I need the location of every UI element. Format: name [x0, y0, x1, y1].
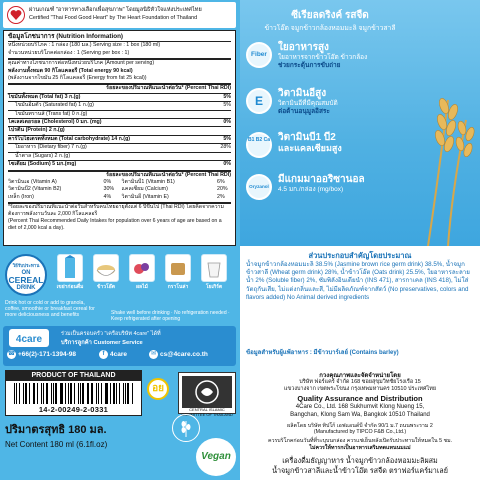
- barcode-stripe: [53, 383, 54, 404]
- service-invite: ร่วมเป็นครอบครัว "เครือบริษัท 4care" ได้ที่: [61, 331, 161, 337]
- heart-foundation-icon: [7, 5, 25, 25]
- nutrient-label: ไขมันทรานส์ (Trans fat) 0 ก.(g): [15, 110, 88, 117]
- cereal-drink-badge: [5, 254, 47, 296]
- vitamin-percent: 20%: [217, 186, 228, 193]
- granola-icon: [165, 254, 191, 282]
- halal-mark-icon: [182, 376, 232, 408]
- barcode-stripe: [60, 383, 61, 404]
- vegan-badge: [196, 438, 236, 476]
- barcode-stripe: [110, 383, 111, 404]
- email-contact[interactable]: [149, 350, 208, 359]
- feature-heading: ใยอาหารสูง: [278, 42, 329, 53]
- step-label: ข้าวโอ๊ต: [97, 284, 115, 290]
- qa-heading-thai: กวงคุณภาพและจัดจำหน่ายโดย: [319, 373, 401, 379]
- barcode-stripe: [29, 383, 30, 404]
- fiber-badge-icon: Fiber: [246, 42, 272, 68]
- nutrient-label: ไขมันทั้งหมด (Total fat) 3 ก.(g): [8, 93, 81, 100]
- feature-detail: วิตามินอีที่มีคุณสมบัติ: [278, 100, 338, 107]
- barcode-stripe: [51, 383, 52, 404]
- feature-detail: ต่อต้านอนุมูลอิสระ: [278, 108, 330, 115]
- servings-per-box: จำนวนหน่วยบริโภคต่อกล่อง : 1 (Serving per box : 1): [8, 49, 130, 56]
- barcode-icon: [14, 383, 134, 404]
- feature-gamma-oryzanol: [246, 170, 396, 212]
- barcode-stripe: [127, 383, 128, 404]
- right-panel: [240, 0, 480, 480]
- cereal-badge-on: ON: [21, 269, 31, 276]
- vitamin-label: วิตามินบี2 (Vitamin B2): [8, 186, 62, 193]
- company-address-english: 4Care Co., Ltd. 168 Sukhumvit Klong Nueng 15,: [295, 404, 425, 410]
- serving-size: หนึ่งหน่วยบริโภค : 1 กล่อง (180 มล.) Serving size : 1 box (180 ml): [8, 42, 161, 49]
- wheat-illustration-icon: [408, 60, 480, 246]
- vitamin-label: วิตามินอี (Vitamin E): [121, 193, 169, 200]
- facebook-icon: f: [99, 350, 108, 359]
- barcode-stripe: [68, 383, 69, 404]
- nutrient-row: [8, 118, 231, 126]
- barcode-stripe: [96, 383, 97, 404]
- nutrient-row: [8, 160, 231, 168]
- net-content-thai: ปริมาตรสุทธิ 180 มล.: [5, 424, 107, 436]
- ingredients-text: น้ำจมูกข้าวกล้องหอมมะลิ 38.5% (Jasmine brown rice germ drink) 38.5%, น้ำจมูกข้าวสาลี (Wheat germ drink) 28%, น้ำข้าวโอ๊ต (Oats drink) 25.5%, ใยอาหารละลายน้ำ 2% (Soluble fiber) 2%, ซัมพิลังอินเดียนำ (INS 471), สารกาเคล (INS 418), ไม่ใส่วัตถุกันเสีย, ไม่แต่งกลิ่นและสี, ไม่มีผลิตภัณฑ์จากสัตว์ (No preservatives, colors and flavors added) No Animal derived ingredients: [246, 261, 470, 301]
- product-origin: PRODUCT OF THAILAND: [6, 371, 141, 381]
- facebook-page: 4care: [110, 351, 127, 358]
- manufacturer-thai: ผลิตโดย บริษัท ทิปโก้ เอฟแอนด์บี จำกัด 90/1 ม.7 ถนนพระราม 2: [287, 423, 433, 429]
- step-label: โยเกิร์ต: [205, 284, 223, 290]
- storage-note: Shake well before drinking · No refrigeration needed · Keep refrigerated after opening: [111, 310, 230, 322]
- barcode-stripe: [113, 383, 115, 404]
- phone-number: +66(2)-171-1394-98: [18, 351, 76, 358]
- rdi-footnote-thai: *ร้อยละของปริมาณที่แนะนำต่อวันสำหรับคนไทยอายุตั้งแต่ 6 ปีขึ้นไป (Thai RDI) โดยคิดจากความต้องการพลังงานวันละ 2,000 กิโลแคลอรี: [8, 202, 231, 218]
- nutrient-label: น้ำตาล (Sugars) 2 ก.(g): [15, 152, 71, 159]
- fda-mark-icon: อย: [147, 378, 169, 400]
- ingredients-heading: ส่วนประกอบสำคัญโดยประมาณ: [308, 251, 412, 260]
- barcode-stripe: [105, 383, 106, 404]
- feature-detail: และแคลเซียมสูง: [278, 143, 342, 153]
- phone-contact[interactable]: [7, 350, 76, 359]
- nutrient-row: [8, 93, 231, 101]
- nutrient-row: [8, 143, 231, 151]
- barcode-stripe: [98, 383, 99, 404]
- feature-detail: ช่วยกระตุ้นการขับถ่าย: [278, 62, 341, 69]
- vitamin-percent: 0%: [103, 178, 112, 185]
- barcode-stripe: [23, 383, 24, 404]
- barcode-stripe: [74, 383, 75, 404]
- nutrient-row: [8, 135, 231, 143]
- storage-advice: ควรบริโภคก่อนวันที่ที่ระบุบนกล่อง ควรแช่เย็นหลังเปิดรับประทานให้หมดใน 5 ชม.: [267, 438, 453, 444]
- nutrient-label: โซเดียม (Sodium) 5 มก.(mg): [8, 161, 77, 168]
- 4care-logo-icon: [9, 329, 49, 347]
- nutrient-percent: 5%: [223, 93, 231, 100]
- barcode-stripe: [123, 383, 124, 404]
- feature-fiber: [246, 38, 396, 80]
- vitamin-e-badge-icon: E: [246, 88, 272, 114]
- halal-committee: CENTRAL ISLAMIC COMMITTEE OF THAILAND: [181, 407, 233, 417]
- product-title: ซีเรียลดริงค์ รสจืด: [291, 10, 369, 21]
- net-content-english: Net Content 180 ml (6.1fl.oz): [5, 440, 108, 449]
- barcode-stripe: [19, 383, 20, 404]
- barcode-stripe: [119, 383, 120, 404]
- nutrient-row: [8, 152, 231, 160]
- producer-info: [240, 366, 480, 480]
- rdi-footnote-english: (Percent Thai Recommended Daily Intakes for population over 6 years of age are based on a diet of 2,000 kcal a day).: [8, 218, 222, 232]
- nutrient-label: ไขมันอิ่มตัว (Saturated fat) 1 ก.(g): [15, 102, 94, 109]
- barcode-stripe: [87, 383, 88, 404]
- customer-service-panel: [3, 326, 236, 366]
- phone-icon: ☎: [7, 351, 16, 357]
- yogurt-icon: [201, 254, 227, 282]
- vitamin-label: เหล็ก (Iron): [8, 193, 34, 200]
- total-energy: พลังงานทั้งหมด 90 กิโลแคลอรี (Total energy 90 kcal): [8, 67, 133, 74]
- qa-heading-english: Quality Assurance and Distribution: [297, 394, 423, 403]
- barcode-stripe: [65, 383, 66, 404]
- rdi-header-vitamins: ร้อยละของปริมาณที่แนะนำต่อวัน* (Percent Thai RDI): [8, 170, 231, 179]
- rdi-header: ร้อยละของปริมาณที่แนะนำต่อวัน* (Percent Thai RDI): [8, 83, 231, 92]
- halal-certification: [178, 372, 236, 417]
- nutrient-percent: 5%: [223, 135, 231, 142]
- vitamin-percent: 2%: [217, 193, 225, 200]
- barcode-stripe: [43, 383, 44, 404]
- oats-bowl-icon: [93, 254, 119, 282]
- vitamin-percent: 4%: [103, 193, 112, 200]
- shake-carton-icon: [57, 254, 83, 282]
- barcode-stripe: [61, 383, 62, 404]
- b1-b2-ca-badge-icon: B1 B2 Ca: [246, 132, 272, 158]
- feature-heading: วิตามินบี1 บี2: [278, 132, 336, 143]
- cereal-badge-top: วิธีรับประทาน: [12, 263, 40, 268]
- barcode-stripe: [88, 383, 89, 404]
- vitamin-percent: 30%: [103, 186, 115, 193]
- nutrient-percent: 5%: [223, 102, 231, 109]
- barcode-stripe: [33, 383, 34, 404]
- net-content: [5, 420, 165, 449]
- oryzanol-badge-icon: Oryzanol: [246, 174, 272, 200]
- barcode-stripe: [82, 383, 83, 404]
- step-label: ผลไม้: [136, 284, 148, 290]
- nutrient-label: โปรตีน (Protein) 2 ก.(g): [8, 127, 65, 134]
- barcode-stripe: [16, 383, 17, 404]
- vitamin-label: วิตามินบี1 (Vitamin B1): [121, 178, 175, 185]
- serving-description: Drink hot or cold or add to granola, coffee, smoothie or breakfast cereal for more deliciousness and benefits: [5, 300, 95, 319]
- barcode-stripe: [116, 383, 117, 404]
- nutrient-row: [8, 126, 231, 134]
- nutrition-facts-table: [3, 30, 236, 246]
- nutrient-label: โคเลสเตอรอล (Cholesterol) 0 มก. (mg): [8, 119, 102, 126]
- vitamin-label: วิตามินเอ (Vitamin A): [8, 178, 57, 185]
- nutrient-percent: 0%: [223, 161, 231, 168]
- vitamin-label: แคลเซียม (Calcium): [121, 186, 168, 193]
- barcode-box: [5, 370, 142, 416]
- barcode-stripe: [91, 383, 93, 404]
- feature-heading: วิตามินอีสูง: [278, 88, 327, 99]
- cereal-badge-cereal: CEREAL: [8, 275, 44, 285]
- svg-text:4care: 4care: [15, 334, 43, 345]
- cert-text-thai: ผ่านเกณฑ์ "อาหารทางเลือกเพื่อสุขภาพ" โดยมูลนิธิหัวใจแห่งประเทศไทย: [29, 7, 202, 13]
- nutrient-row: [8, 101, 231, 109]
- amount-per-serving: คุณค่าทางโภชนาการต่อหนึ่งหน่วยบริโภค (Amount per serving): [8, 58, 231, 67]
- certification-banner: [3, 2, 236, 28]
- nutrient-label: ใยอาหาร (Dietary fiber) 7 ก.(g): [15, 144, 87, 151]
- nutrient-percent: 0%: [223, 119, 231, 126]
- serving-suggestions: [3, 250, 236, 324]
- barcode-stripe: [37, 383, 38, 404]
- barcode-stripe: [46, 383, 48, 404]
- vegan-label: Vegan: [201, 451, 231, 462]
- feature-vitamin-e: [246, 84, 396, 126]
- nutrient-label: คาร์โบไฮเดรตทั้งหมด (Total carbohydrate) 14 ก.(g): [8, 135, 131, 142]
- barcode-stripe: [125, 383, 126, 404]
- step-label: เขย่าก่อนดื่ม: [56, 284, 84, 290]
- barcode-stripe: [132, 383, 133, 404]
- cereal-badge-drink: DRINK: [16, 285, 36, 291]
- barcode-stripe: [78, 383, 79, 404]
- product-description-line1: เครื่องดื่มธัญญาหาร น้ำจมูกข้าวกล้องหอมมะลิผสม: [282, 456, 438, 465]
- cert-text-english: Certified "Thai Food Good Heart" by The Heart Foundation of Thailand: [29, 15, 198, 21]
- barcode-stripe: [34, 383, 35, 404]
- step-label: กราโนล่า: [167, 284, 189, 290]
- ingredients-section: [240, 246, 480, 366]
- feature-detail: ใยอาหารจากข้าวโอ๊ต ข้าวกล้อง: [278, 54, 368, 61]
- nutrient-percent: 28%: [220, 144, 231, 151]
- vitamin-row: [8, 186, 231, 193]
- nutrition-title: ข้อมูลโภชนาการ (Nutrition Information): [8, 33, 231, 42]
- energy-from-fat: (พลังงานจากไขมัน 25 กิโลแคลอรี (Energy from fat 25 kcal)): [8, 75, 147, 82]
- feature-detail: 4.5 มก./กล่อง (mg/box): [278, 186, 344, 193]
- service-title: บริการลูกค้า Customer Service: [61, 340, 143, 346]
- feature-heading: มีแกมมาออริซานอล: [278, 174, 365, 185]
- vitamin-row: [8, 194, 231, 201]
- product-subtitle: ข้าวโอ๊ต จมูกข้าวกล้องหอมมะลิ จมูกข้าวสาลี: [264, 25, 396, 32]
- barcode-stripe: [70, 383, 72, 404]
- email-address: cs@4care.co.th: [160, 351, 208, 358]
- wheat-stamp-icon: [172, 414, 200, 442]
- barcode-stripe: [55, 383, 56, 404]
- company-district-english: Bangchan, Klong Sam Wa, Bangkok 10510 Thailand: [290, 412, 430, 418]
- barcode-stripe: [80, 383, 81, 404]
- vitamin-percent: 6%: [217, 178, 225, 185]
- manufacturer-english: (Manufactured by TIPCO F&B Co.,Ltd.): [313, 429, 407, 435]
- feature-b1-b2-calcium: [246, 128, 396, 170]
- facebook-contact[interactable]: [99, 350, 127, 359]
- barcode-stripe: [41, 383, 42, 404]
- barcode-stripe: [14, 383, 15, 404]
- registration-number: 14-2-00249-2-0331: [6, 405, 141, 414]
- barcode-stripe: [106, 383, 107, 404]
- barcode-stripe: [25, 383, 27, 404]
- barcode-stripe: [101, 383, 102, 404]
- fruit-icon: [129, 254, 155, 282]
- allergen-info: ข้อมูลสำหรับผู้แพ้อาหาร : มีข้าวบาร์เลย์ (Contains barley): [246, 350, 399, 356]
- nutrient-row: [8, 110, 231, 118]
- mail-icon: ✉: [150, 351, 157, 357]
- company-address-thai: บริษัท ฟอร์แคร์ จำกัด 168 ซอยสุขุมวิทชัยโรงเรือ 15: [299, 379, 421, 385]
- company-district-thai: แขวงบางจาก เขตพระโขนง กรุงเทพมหานคร 10510 ประเทศไทย: [283, 386, 437, 392]
- infant-warning: ไม่ควรให้ทารกเป็นอาหารเสริมทดแทนนมแม่: [309, 445, 411, 451]
- product-description-line2: น้ำจมูกข้าวสาลีและน้ำข้าวโอ๊ต รสจืด ตราฟอร์แคร์มาเลย์: [272, 466, 448, 475]
